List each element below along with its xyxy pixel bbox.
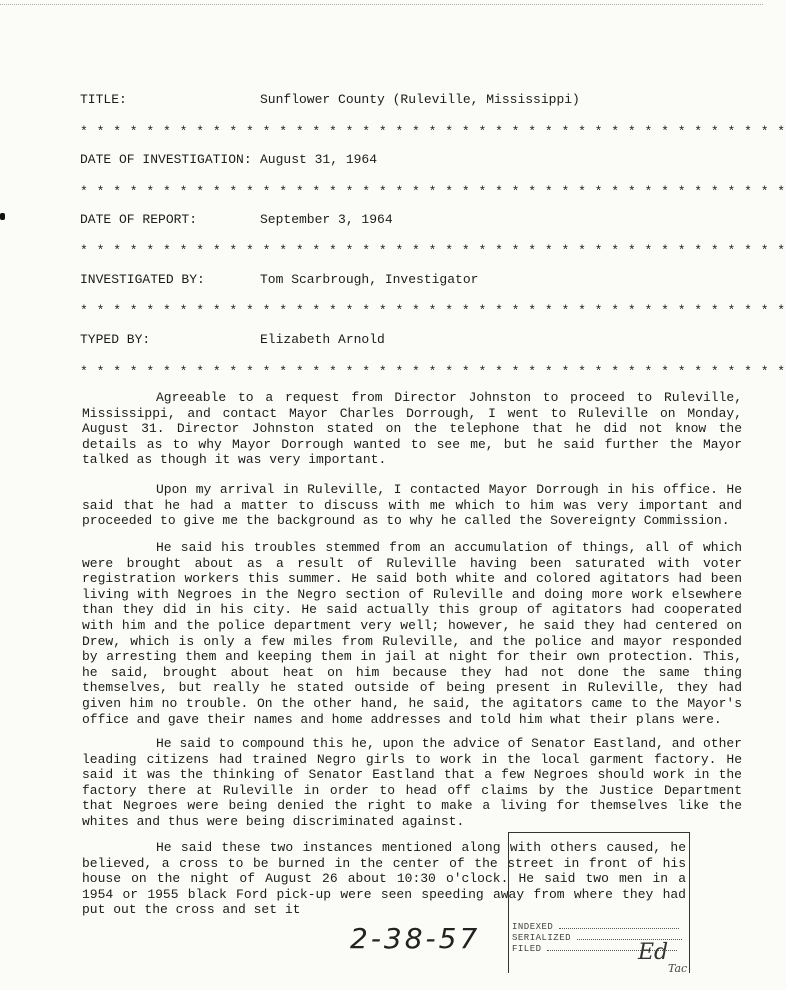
paragraph-3: He said his troubles stemmed from an accumulation of things, all of which were brought about as a result of Ruleville having been saturated with voter registration workers this summer. He said both white and colored agitators had been living with Negroes in the Negro section of Ruleville and doing more work elsewhere than they did in his city. He said actually this group of agitators had cooperated with him and the police department very well; however, he said they had centered on Drew, which is only a few miles from Ruleville, and the police and mayor responded by arresting them and keeping them in jail at night for their own protection. This, he said, brought about heat on him because they had not done the same thing themselves, but really he stated outside of being present in Ruleville, they had given him no trouble. On the other hand, he said, the agitators came to the Mayor's office and gave their names and home addresses and told him what their plans were.	[82, 540, 742, 727]
handwritten-initials-small: Tac	[668, 962, 688, 975]
typist-label: TYPED BY:	[80, 332, 151, 347]
separator: * * * * * * * * * * * * * * * * * * * * * * * * * * * * * * * * * * * * * * * * * * *	[80, 124, 786, 139]
investigation-date-row	[80, 152, 700, 167]
separator: * * * * * * * * * * * * * * * * * * * * * * * * * * * * * * * * * * * * * * * * * * *	[80, 184, 786, 199]
paragraph-1: Agreeable to a request from Director Johnston to proceed to Ruleville, Mississippi, and contact Mayor Charles Dorrough, I went to Ruleville on Monday, August 31. Director Johnston stated on the telephone that he did not know the details as to why Mayor Dorrough wanted to see me, but he said further the Mayor talked as though it was very important.	[82, 390, 742, 468]
report-date-value: September 3, 1964	[260, 212, 393, 227]
stamp-indexed: INDEXED	[512, 922, 679, 932]
scan-edge	[0, 4, 763, 5]
separator: * * * * * * * * * * * * * * * * * * * * * * * * * * * * * * * * * * * * * * * * * * *	[80, 364, 786, 379]
paragraph-5: He said these two instances mentioned along with others caused, he believed, a cross to be burned in the center of the street in front of his house on the night of August 26 about 10:30 o'clock. He said two men in a 1954 or 1955 black Ford pick-up were seen speeding away from where they had put out the cross and set it	[82, 840, 686, 918]
file-number: 2-38-57	[350, 922, 481, 955]
investigation-date-label: DATE OF INVESTIGATION:	[80, 152, 252, 167]
separator: * * * * * * * * * * * * * * * * * * * * * * * * * * * * * * * * * * * * * * * * * * *	[80, 243, 786, 258]
typist-row	[80, 332, 700, 347]
stamp-serialized: SERIALIZED	[512, 933, 682, 943]
title-label: TITLE:	[80, 92, 127, 107]
paragraph-2: Upon my arrival in Ruleville, I contacted Mayor Dorrough in his office. He said that he had a matter to discuss with me which to him was very important and proceeded to give me the background as to why he called the Sovereignty Commission.	[82, 482, 742, 529]
paragraph-4: He said to compound this he, upon the advice of Senator Eastland, and other leading citizens had trained Negro girls to work in the local garment factory. He said it was the thinking of Senator Eastland that a few Negroes should work in the factory there at Ruleville in order to head off claims by the Justice Department that Negroes were being denied the right to make a living for themselves like the whites and thus were being discriminated against.	[82, 736, 742, 829]
separator: * * * * * * * * * * * * * * * * * * * * * * * * * * * * * * * * * * * * * * * * * * *	[80, 303, 786, 318]
investigator-label: INVESTIGATED BY:	[80, 272, 205, 287]
report-date-label: DATE OF REPORT:	[80, 212, 198, 227]
investigation-date-value: August 31, 1964	[260, 152, 378, 167]
stamp-filed: FILED	[512, 944, 677, 954]
investigator-value: Tom Scarbrough, Investigator	[260, 272, 479, 287]
investigator-row	[80, 272, 700, 287]
typist-value: Elizabeth Arnold	[260, 332, 385, 347]
handwritten-initials: Ed	[638, 940, 669, 965]
title-value: Sunflower County (Ruleville, Mississippi)	[260, 92, 580, 107]
punch-mark	[0, 213, 5, 220]
title-row	[80, 92, 700, 107]
report-date-row	[80, 212, 700, 227]
